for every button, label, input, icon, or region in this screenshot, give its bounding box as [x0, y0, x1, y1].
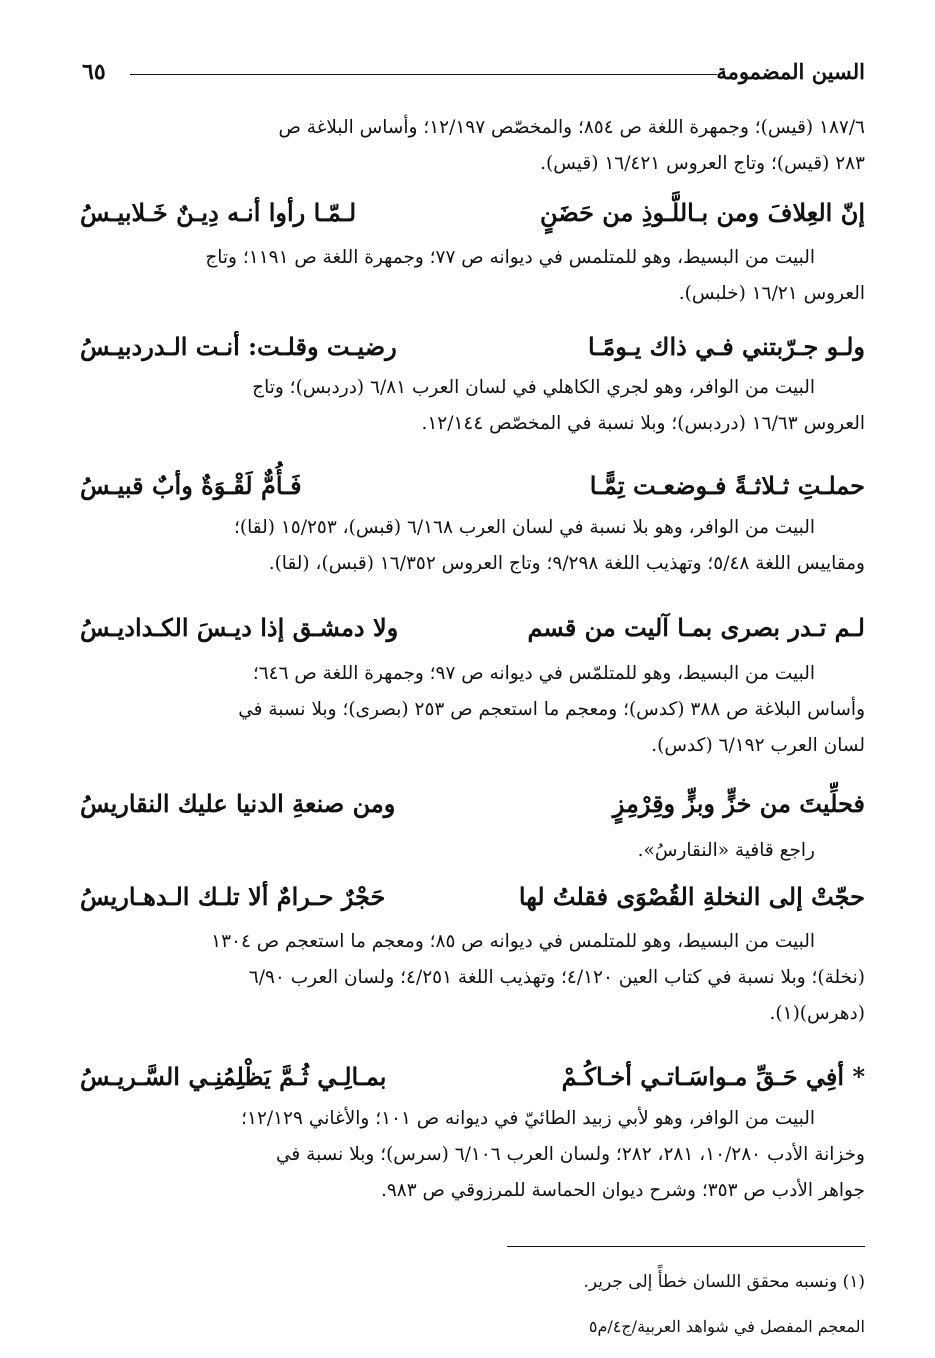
- verse-line: [80, 1057, 865, 1097]
- text-line: ومقاييس اللغة ٥/٤٨؛ وتهذيب اللغة ٩/٢٩٨؛ وتاج العروس ١٦/٣٥٢ (قبس)، (لقا).: [268, 553, 865, 574]
- text-line: ٢٨٣ (قيس)؛ وتاج العروس ١٦/٤٢١ (قيس).: [540, 153, 865, 174]
- running-title: السين المضمومة: [716, 59, 865, 84]
- verse-first-hemistich: فحلِّيتَ من خزٍّ وبزٍّ وقِرْمِزٍ: [612, 789, 865, 818]
- verse-second-hemistich: ولا دمشـق إذا ديـسَ الكـداديـسُ: [80, 613, 399, 642]
- verse-first-hemistich: ولـو جـرّبتني فـي ذاك يـومًـا: [588, 332, 865, 361]
- verse-line: [80, 466, 865, 506]
- text-line: وخزانة الأدب ١٠/٢٨٠، ٢٨١، ٢٨٢؛ ولسان العرب ٦/١٠٦ (سرس)؛ وبلا نسبة في: [276, 1144, 865, 1165]
- verse-first-hemistich: [562, 1057, 865, 1097]
- verse-note: [80, 656, 865, 764]
- verse-first-hemistich: حجّتْ إلى النخلةِ القُصْوَى فقلتُ لها: [518, 882, 865, 911]
- verse-note: [80, 240, 865, 312]
- text-line: جواهر الأدب ص ٣٥٣؛ وشرح ديوان الحماسة للمرزوقي ص ٩٨٣.: [380, 1180, 865, 1201]
- verse-note: [80, 833, 865, 869]
- text-line: العروس ١٦/٦٣ (دردبس)؛ وبلا نسبة في المخصّص ١٢/١٤٤.: [421, 413, 865, 434]
- verse-second-hemistich: رضيـت وقلـت: أنـت الـدردبيـسُ: [80, 332, 397, 361]
- page-number: ٦٥: [82, 59, 106, 85]
- page-footer: [82, 1314, 865, 1340]
- verse-second-hemistich: لـمّـا رأوا أنـه دِيـنٌ خَـلابيـسُ: [80, 198, 357, 227]
- verse-note: [80, 370, 865, 442]
- star-marker: *: [852, 1062, 865, 1091]
- verse-first-hemistich: لـم تـدر بصرى بمـا آليت من قسم: [527, 613, 865, 642]
- verse-line: [80, 784, 865, 824]
- verse-second-hemistich: حَجْرٌ حـرامٌ ألا تلـك الـدهـاريسُ: [80, 882, 386, 911]
- text-line: وأساس البلاغة ص ٣٨٨ (كدس)؛ ومعجم ما استعجم ص ٢٥٣ (بصرى)؛ وبلا نسبة في: [238, 699, 865, 720]
- text-line: العروس ١٦/٢١ (خلبس).: [678, 283, 865, 304]
- text-line: ١٨٧/٦ (قيس)؛ وجمهرة اللغة ص ٨٥٤؛ والمخصّص ١٢/١٩٧؛ وأساس البلاغة ص: [278, 117, 865, 138]
- footnote-rule: [507, 1246, 865, 1247]
- verse-line: [80, 327, 865, 367]
- text-line: (نخلة)؛ وبلا نسبة في كتاب العين ٤/١٢٠؛ وتهذيب اللغة ٤/٢٥١؛ ولسان العرب ٦/٩٠: [248, 967, 865, 988]
- text-line: البيت من الوافر، وهو لجري الكاهلي في لسان العرب ٦/٨١ (دردبس)؛ وتاج: [252, 377, 815, 398]
- text-line: (دهرس)(١).: [769, 1003, 865, 1024]
- verse-first-hemistich: حملـتِ ثـلاثـةً فـوضعـت تِمًّـا: [589, 471, 865, 500]
- text-line: راجع قافية «النقارسُ».: [637, 840, 815, 861]
- verse-second-hemistich: ومن صنعةِ الدنيا عليك النقاريسُ: [80, 789, 396, 818]
- text-line: البيت من الوافر، وهو بلا نسبة في لسان العرب ٦/١٦٨ (قبس)، ١٥/٢٥٣ (لقا)؛: [234, 517, 815, 538]
- verse-second-hemistich: بمـالِـي ثُـمَّ يَظْلِمُنِـي السَّـريـسُ: [80, 1062, 387, 1091]
- verse-line: [80, 877, 865, 917]
- footer-text: المعجم المفصل في شواهد العربية/ج٤/م٥: [588, 1317, 865, 1336]
- header-rule: [130, 74, 717, 75]
- text-line: لسان العرب ٦/١٩٢ (كدس).: [651, 735, 865, 756]
- footnote: (١) ونسبه محقق اللسان خطأً إلى جرير.: [583, 1272, 865, 1292]
- verse-line: [80, 608, 865, 648]
- verse-line: [80, 193, 865, 233]
- verse-note: [80, 510, 865, 582]
- verse-note: [80, 1101, 865, 1209]
- verse-first-text: أفِي حَـقِّ مـواسَـاتـي أخـاكُـمْ: [561, 1062, 845, 1091]
- text-line: البيت من البسيط، وهو للمتلمّس في ديوانه ص ٩٧؛ وجمهرة اللغة ص ٦٤٦؛: [252, 663, 815, 684]
- intro-paragraph: [80, 110, 865, 182]
- text-line: البيت من البسيط، وهو للمتلمس في ديوانه ص ٧٧؛ وجمهرة اللغة ص ١١٩١؛ وتاج: [205, 247, 815, 268]
- verse-first-hemistich: إنّ العِلافَ ومن بـاللَّـوذِ من حَضَنٍ: [540, 198, 865, 227]
- verse-note: [80, 924, 865, 1032]
- page-header: [82, 58, 865, 88]
- verse-second-hemistich: فَـأُمٌّ لَقْـوَةٌ وأبٌ قبيـسُ: [80, 471, 302, 500]
- text-line: البيت من الوافر، وهو لأبي زبيد الطائيّ في ديوانه ص ١٠١؛ والأغاني ١٢/١٢٩؛: [241, 1108, 815, 1129]
- text-line: البيت من البسيط، وهو للمتلمس في ديوانه ص ٨٥؛ ومعجم ما استعجم ص ١٣٠٤: [211, 931, 815, 952]
